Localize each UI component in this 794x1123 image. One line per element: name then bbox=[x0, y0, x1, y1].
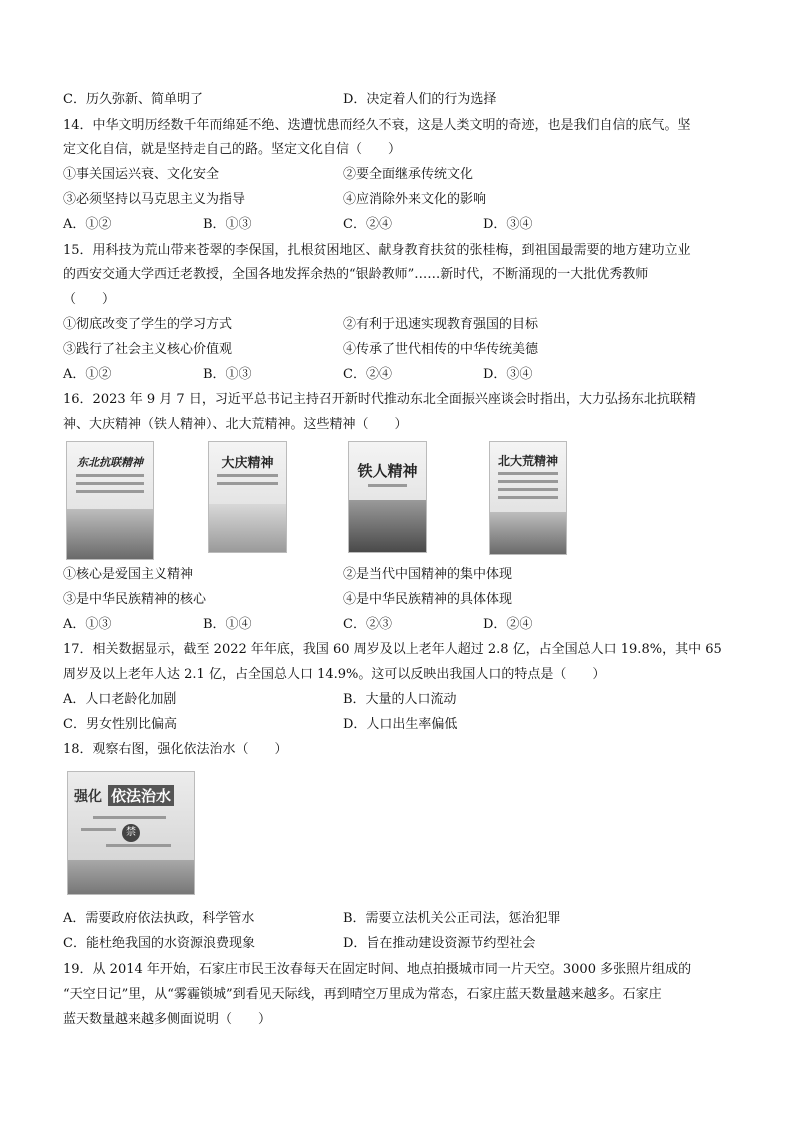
q14-stem-line1: 14．中华文明历经数千年而绵延不绝、迭遭忧患而经久不衰，这是人类文明的奇迹，也是我们自信的底气。坚 bbox=[63, 118, 691, 133]
q15-option-a: A．①② bbox=[63, 367, 112, 382]
q14-option-d: D．③④ bbox=[483, 217, 533, 232]
q14-option-b: B．①③ bbox=[203, 217, 252, 232]
poster-ironman bbox=[348, 441, 427, 553]
q15-statement-3: ③践行了社会主义核心价值观 bbox=[63, 342, 233, 357]
q18-option-c: C．能杜绝我国的水资源浪费现象 bbox=[63, 936, 255, 951]
poster-title-b: 依法治水 bbox=[108, 785, 174, 806]
q14-stem-line2: 定文化自信，就是坚持走自己的路。坚定文化自信（ ） bbox=[63, 142, 402, 157]
q16-option-a: A．①③ bbox=[63, 617, 112, 632]
poster-beidahuang bbox=[489, 441, 567, 555]
q16-stem-line2: 神、大庆精神（铁人精神）、北大荒精神。这些精神（ ） bbox=[63, 417, 408, 432]
q16-option-c: C．②③ bbox=[343, 617, 392, 632]
q16-statement-2: ②是当代中国精神的集中体现 bbox=[343, 567, 513, 582]
poster-water-law bbox=[67, 771, 195, 895]
q15-statement-4: ④传承了世代相传的中华传统美德 bbox=[343, 342, 539, 357]
q15-stem-line3: （ ） bbox=[63, 292, 116, 307]
poster-northeast-anti-japanese bbox=[66, 441, 154, 560]
q18-option-d: D．旨在推动建设资源节约型社会 bbox=[343, 936, 536, 951]
q16-option-b: B．①④ bbox=[203, 617, 252, 632]
q15-stem-line1: 15．用科技为荒山带来苍翠的李保国，扎根贫困地区、献身教育扶贫的张桂梅，到祖国最需要的地方建功立业 bbox=[63, 243, 691, 258]
q14-statement-1: ①事关国运兴衰、文化安全 bbox=[63, 167, 220, 182]
q19-stem-line3: 蓝天数量越来越多侧面说明（ ） bbox=[63, 1012, 272, 1027]
q17-option-d: D．人口出生率偏低 bbox=[343, 717, 458, 732]
poster-title-a: 强化 bbox=[74, 789, 102, 805]
q14-option-c: C．②④ bbox=[343, 217, 392, 232]
poster-photo bbox=[490, 512, 566, 554]
q17-stem-line2: 周岁及以上老年人达 2.1 亿，占全国总人口 14.9%。这可以反映出我国人口的特点是（ ） bbox=[63, 667, 606, 682]
q13-option-d: D．决定着人们的行为选择 bbox=[343, 92, 497, 107]
poster-photo bbox=[67, 509, 153, 559]
q14-statement-2: ②要全面继承传统文化 bbox=[343, 167, 474, 182]
poster-photo bbox=[209, 504, 286, 552]
poster-cityscape bbox=[68, 860, 194, 894]
q16-statement-4: ④是中华民族精神的具体体现 bbox=[343, 592, 513, 607]
q15-statement-1: ①彻底改变了学生的学习方式 bbox=[63, 317, 233, 332]
q17-option-a: A．人口老龄化加剧 bbox=[63, 692, 177, 707]
q15-option-b: B．①③ bbox=[203, 367, 252, 382]
q14-option-a: A．①② bbox=[63, 217, 112, 232]
q18-option-a: A．需要政府依法执政，科学管水 bbox=[63, 911, 255, 926]
q18-option-b: B．需要立法机关公正司法，惩治犯罪 bbox=[343, 911, 561, 926]
q14-statement-3: ③必须坚持以马克思主义为指导 bbox=[63, 192, 246, 207]
poster-title: 东北抗联精神 bbox=[77, 456, 143, 469]
poster-ban-mark: 禁 bbox=[122, 824, 140, 842]
q17-stem-line1: 17．相关数据显示，截至 2022 年年底，我国 60 周岁及以上老年人超过 2.8 亿，占全国总人口 19.8%，其中 65 bbox=[63, 642, 722, 657]
q19-stem-line2: “天空日记”里，从“雾霾锁城”到看见天际线，再到晴空万里成为常态，石家庄蓝天数量越来越多。石家庄 bbox=[63, 987, 662, 1002]
q15-option-c: C．②④ bbox=[343, 367, 392, 382]
q19-stem-line1: 19．从 2014 年开始，石家庄市民王汝春每天在固定时间、地点拍摄城市同一片天空。3000 多张照片组成的 bbox=[63, 962, 692, 977]
q16-stem-line1: 16．2023 年 9 月 7 日，习近平总书记主持召开新时代推动东北全面振兴座谈会时指出，大力弘扬东北抗联精 bbox=[63, 392, 696, 407]
q15-stem-line2: 的西安交通大学西迁老教授，全国各地发挥余热的“银龄教师”……新时代，不断涌现的一大批优秀教师 bbox=[63, 267, 649, 282]
poster-title: 铁人精神 bbox=[357, 462, 418, 480]
q15-option-d: D．③④ bbox=[483, 367, 533, 382]
q16-statement-1: ①核心是爱国主义精神 bbox=[63, 567, 194, 582]
q15-statement-2: ②有利于迅速实现教育强国的目标 bbox=[343, 317, 539, 332]
q14-statement-4: ④应消除外来文化的影响 bbox=[343, 192, 487, 207]
q16-option-d: D．②④ bbox=[483, 617, 533, 632]
q17-option-b: B．大量的人口流动 bbox=[343, 692, 457, 707]
poster-photo bbox=[349, 500, 426, 552]
q13-option-c: C．历久弥新、简单明了 bbox=[63, 92, 203, 107]
q18-stem: 18．观察右图，强化依法治水（ ） bbox=[63, 742, 288, 757]
q17-option-c: C．男女性别比偏高 bbox=[63, 717, 177, 732]
poster-title: 北大荒精神 bbox=[497, 454, 558, 468]
poster-daqing bbox=[208, 441, 287, 553]
q16-statement-3: ③是中华民族精神的核心 bbox=[63, 592, 207, 607]
poster-title: 大庆精神 bbox=[221, 456, 274, 471]
